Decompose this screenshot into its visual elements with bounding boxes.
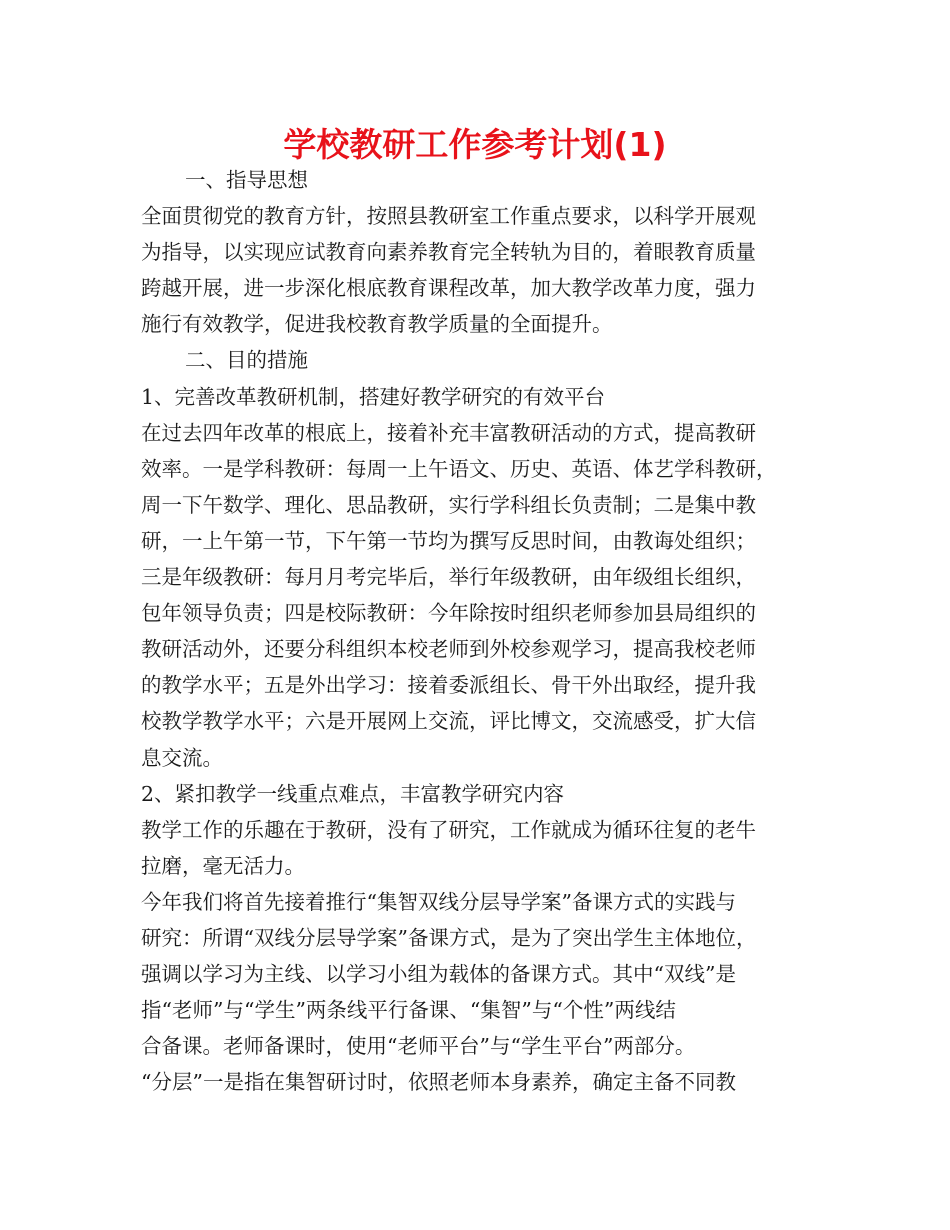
text-line: 拉磨，毫无活力。 — [141, 853, 305, 878]
document-title: 学校教研工作参考计划(1) — [283, 125, 667, 164]
text-line: 为指导，以实现应试教育向素养教育完全转轨为目的，着眼教育质量 — [141, 240, 756, 265]
heading-guiding-ideology: 一、指导思想 — [185, 168, 308, 192]
subheading-1: 1、完善改革教研机制，搭建好教学研究的有效平台 — [141, 384, 606, 409]
text-line: 指“老师”与“学生”两条线平行备课、“集智”与“个性”两线结 — [141, 998, 676, 1023]
text-line: 周一下午数学、理化、思品教研，实行学科组长负责制；二是集中教 — [141, 492, 756, 517]
text-line: 合备课。老师备课时，使用“老师平台”与“学生平台”两部分。 — [141, 1034, 696, 1059]
document-body — [141, 162, 813, 1100]
text-line: 三是年级教研：每月月考完毕后，举行年级教研，由年级组长组织， — [141, 565, 756, 590]
text-line: 教学工作的乐趣在于教研，没有了研究，工作就成为循环往复的老牛 — [141, 817, 756, 842]
text-line: “分层”一是指在集智研讨时，依照老师本身素养，确定主备不同教 — [141, 1070, 736, 1095]
text-line: 全面贯彻党的教育方针，按照县教研室工作重点要求，以科学开展观 — [141, 204, 756, 229]
text-line: 跨越开展，进一步深化根底教育课程改革，加大教学改革力度，强力 — [141, 276, 756, 301]
text-line: 校教学教学水平；六是开展网上交流，评比博文，交流感受，扩大信 — [141, 709, 756, 734]
text-line: 的教学水平；五是外出学习：接着委派组长、骨干外出取经，提升我 — [141, 673, 756, 698]
text-line: 施行有效教学，促进我校教育教学质量的全面提升。 — [141, 312, 613, 337]
heading-goals-measures: 二、目的措施 — [185, 348, 308, 373]
text-line: 效率。一是学科教研：每周一上午语文、历史、英语、体艺学科教研， — [141, 456, 777, 481]
text-line: 息交流。 — [141, 745, 223, 770]
text-line: 包年领导负责；四是校际教研：今年除按时组织老师参加县局组织的 — [141, 601, 756, 626]
text-line: 在过去四年改革的根底上，接着补充丰富教研活动的方式，提高教研 — [141, 420, 756, 445]
text-line: 研，一上午第一节，下午第一节均为撰写反思时间，由教诲处组织； — [141, 528, 756, 553]
text-line: 教研活动外，还要分科组织本校老师到外校参观学习，提高我校老师 — [141, 637, 756, 662]
subheading-2: 2、紧扣教学一线重点难点，丰富教学研究内容 — [141, 781, 565, 806]
text-line: 研究：所谓“双线分层导学案”备课方式，是为了突出学生主体地位， — [141, 925, 757, 950]
text-line: 强调以学习为主线、以学习小组为载体的备课方式。其中“双线”是 — [141, 962, 736, 987]
text-line: 今年我们将首先接着推行“集智双线分层导学案”备课方式的实践与 — [141, 889, 736, 914]
